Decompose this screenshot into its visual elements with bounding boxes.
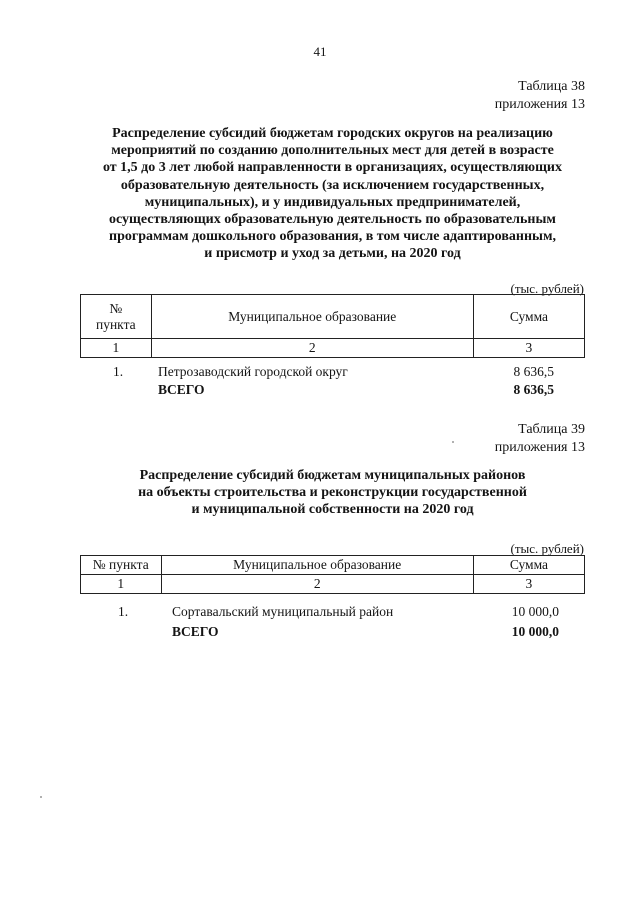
table39-ref-line1: Таблица 39 (518, 422, 585, 437)
table39-row-num: 1. (118, 604, 129, 619)
table38-col2-header: Муниципальное образование (151, 295, 473, 339)
table38-numbering-cell: 2 (151, 339, 473, 358)
scan-speck (40, 796, 42, 798)
table39-numbering-cell: 2 (161, 575, 473, 594)
table39-row-name: Сортавальский муниципальный район (172, 604, 394, 619)
table38-reference (495, 78, 585, 114)
table38-title-line: муниципальных), и у индивидуальных предпринимателей, (144, 194, 521, 210)
table39-col3-header: Сумма (473, 556, 584, 575)
table38-total-label: ВСЕГО (158, 382, 205, 397)
table38-title-line: программам дошкольного образования, в том числе адаптированным, (109, 229, 556, 245)
table39-grid (80, 555, 585, 594)
table38-col1-header (81, 295, 152, 339)
table38-total-amount: 8 636,5 (513, 382, 554, 397)
table38-title-line: от 1,5 до 3 лет любой направленности в организациях, осуществляющих (102, 160, 562, 176)
table39-col1-header: № пункта (81, 556, 162, 575)
table38-grid (80, 294, 585, 358)
table39-total-label: ВСЕГО (172, 624, 219, 639)
table39-title-line: на объекты строительства и реконструкции государственной (138, 485, 527, 501)
table38-ref-line2: приложения 13 (494, 97, 585, 112)
table38-title-line: мероприятий по созданию дополнительных мест для детей в возрасте (111, 143, 554, 159)
table39-title-line: Распределение субсидий бюджетам муниципальных районов (139, 468, 526, 483)
table38-row-num: 1. (113, 364, 124, 379)
table39-reference (495, 421, 585, 457)
table39-numbering-cell: 3 (473, 575, 584, 594)
table39-title-line: и муниципальной собственности на 2020 год (191, 502, 474, 518)
table38-numbering-cell: 1 (81, 339, 152, 358)
table38-row-name: Петрозаводский городской округ (158, 364, 348, 379)
col1-header-line2: пункта (95, 316, 136, 332)
table39-ref-line2: приложения 13 (494, 440, 585, 455)
col1-header-line1: № (109, 300, 123, 316)
table38-ref-line1: Таблица 38 (518, 79, 585, 94)
table38-title-line: и присмотр и уход за детьми, на 2020 год (204, 246, 461, 262)
table38-row-amount: 8 636,5 (513, 364, 554, 379)
table38-title-line: образовательную деятельность (за исключением государственных, (120, 177, 545, 193)
table39-col2-header: Муниципальное образование (161, 556, 473, 575)
scan-speck (452, 441, 454, 443)
table38-numbering-cell: 3 (473, 339, 584, 358)
table38-title-line: Распределение субсидий бюджетам городских округов на реализацию (112, 126, 553, 141)
table39-numbering-cell: 1 (81, 575, 162, 594)
table38-col3-header: Сумма (473, 295, 584, 339)
table38-unit: (тыс. рублей) (510, 281, 584, 296)
table38-title-line: осуществляющих образовательную деятельность по образовательным (109, 212, 556, 228)
table39-total-amount: 10 000,0 (511, 624, 559, 639)
table39-row-amount: 10 000,0 (511, 604, 559, 619)
table38-title (70, 125, 595, 263)
page-number: 41 (313, 44, 327, 59)
table39-unit: (тыс. рублей) (510, 541, 584, 556)
table39-title (80, 467, 585, 519)
